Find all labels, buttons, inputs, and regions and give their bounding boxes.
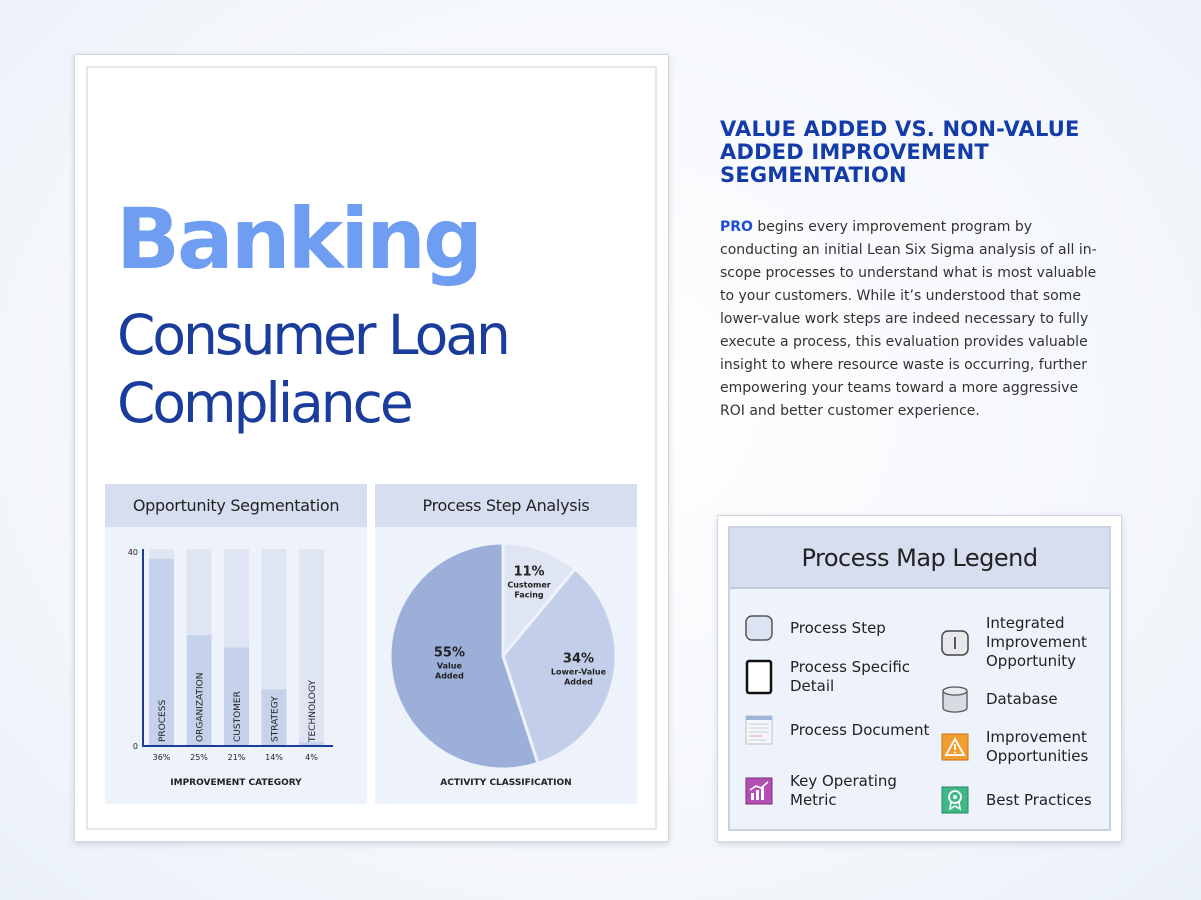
opportunity-segmentation-panel bbox=[105, 484, 367, 804]
pie-chart bbox=[375, 527, 637, 804]
legend-item-process-document bbox=[744, 714, 934, 746]
pie-slice-percent: 11% bbox=[513, 564, 545, 580]
bar-value-label: 14% bbox=[265, 753, 283, 762]
bar-category-label: ORGANIZATION bbox=[195, 672, 206, 742]
bar-category-label: TECHNOLOGY bbox=[308, 680, 318, 742]
bar-chart bbox=[105, 527, 367, 804]
article-heading: VALUE ADDED VS. NON-VALUE ADDED IMPROVEMENT SEGMENTATION bbox=[720, 117, 1080, 187]
legend-label: Key Operating Metric bbox=[790, 772, 897, 809]
metric-icon bbox=[744, 775, 774, 807]
pie-chart-caption: ACTIVITY CLASSIFICATION bbox=[440, 778, 572, 788]
document-icon bbox=[744, 714, 774, 746]
pie-slice-label: Value bbox=[436, 661, 462, 671]
subtitle-line-1: Consumer Loan bbox=[117, 303, 508, 367]
bar-category-label: STRATEGY bbox=[270, 696, 281, 742]
panel-heading: Opportunity Segmentation bbox=[105, 484, 367, 527]
legend-item-improvement-opportunities bbox=[940, 728, 1110, 766]
subtitle-line-2: Compliance bbox=[117, 371, 411, 435]
award-icon bbox=[940, 784, 970, 816]
pie-slice-label: Lower-Value bbox=[550, 667, 607, 677]
legend-label: Database bbox=[986, 689, 1058, 708]
article-body-text: begins every improvement program by conducting an initial Lean Six Sigma analysis of all in-scope processes to understand what is most valuable to your customers. While it’s understood that some lower-value work steps are indeed necessary to fully execute a process, this evaluation provides valuable insight to where resource waste is occurring, further empowering your teams toward a more aggressive ROI and better customer experience. bbox=[720, 219, 1097, 419]
legend-item-process-step bbox=[744, 612, 886, 644]
legend-item-database bbox=[940, 683, 1110, 715]
legend-label: Improvement Opportunities bbox=[986, 728, 1089, 765]
document-subtitle bbox=[117, 301, 508, 437]
legend-item-best-practices bbox=[940, 784, 1110, 816]
bar-value-label: 4% bbox=[305, 753, 318, 762]
legend-label: Process Specific Detail bbox=[790, 658, 911, 695]
legend-label: Best Practices bbox=[986, 790, 1092, 809]
y-tick-label: 40 bbox=[127, 548, 138, 557]
pie-slice-label: Facing bbox=[514, 590, 544, 600]
process-step-icon bbox=[744, 612, 774, 644]
panel-heading: Process Step Analysis bbox=[375, 484, 637, 527]
legend-label: Process Document bbox=[790, 720, 930, 739]
legend-item-process-specific-detail bbox=[744, 658, 934, 696]
bar-category-label: PROCESS bbox=[158, 699, 168, 742]
pie-slice-percent: 34% bbox=[562, 651, 595, 667]
bar-value-label: 25% bbox=[190, 753, 208, 762]
warning-icon bbox=[940, 731, 970, 763]
legend-panel bbox=[728, 526, 1111, 831]
bar-category-label: CUSTOMER bbox=[233, 691, 243, 742]
pie-slice-label: Added bbox=[435, 671, 464, 681]
database-icon bbox=[940, 683, 970, 715]
pie-slice-percent: 55% bbox=[433, 645, 465, 661]
infographic-card bbox=[74, 54, 669, 842]
y-tick-label: 0 bbox=[132, 742, 138, 751]
bar-chart-xlabel: IMPROVEMENT CATEGORY bbox=[170, 778, 302, 788]
legend-label: Integrated Improvement Opportunity bbox=[986, 614, 1087, 670]
article-body bbox=[720, 216, 1105, 423]
detail-icon bbox=[744, 661, 774, 693]
integrated-icon bbox=[940, 627, 970, 659]
pie-slice-label: Added bbox=[564, 677, 593, 687]
pro-brand: PRO bbox=[720, 219, 753, 235]
process-step-analysis-panel bbox=[375, 484, 637, 804]
legend-title: Process Map Legend bbox=[730, 528, 1109, 589]
legend-item-integrated-improvement bbox=[940, 614, 1110, 671]
bar-value-label: 21% bbox=[227, 753, 246, 762]
pie-slice-label: Customer bbox=[507, 580, 551, 590]
legend-card bbox=[717, 515, 1122, 842]
legend-label: Process Step bbox=[790, 618, 886, 637]
bar-value-label: 36% bbox=[152, 753, 171, 762]
document-title: Banking bbox=[116, 190, 481, 288]
legend-item-key-operating-metric bbox=[744, 772, 934, 810]
